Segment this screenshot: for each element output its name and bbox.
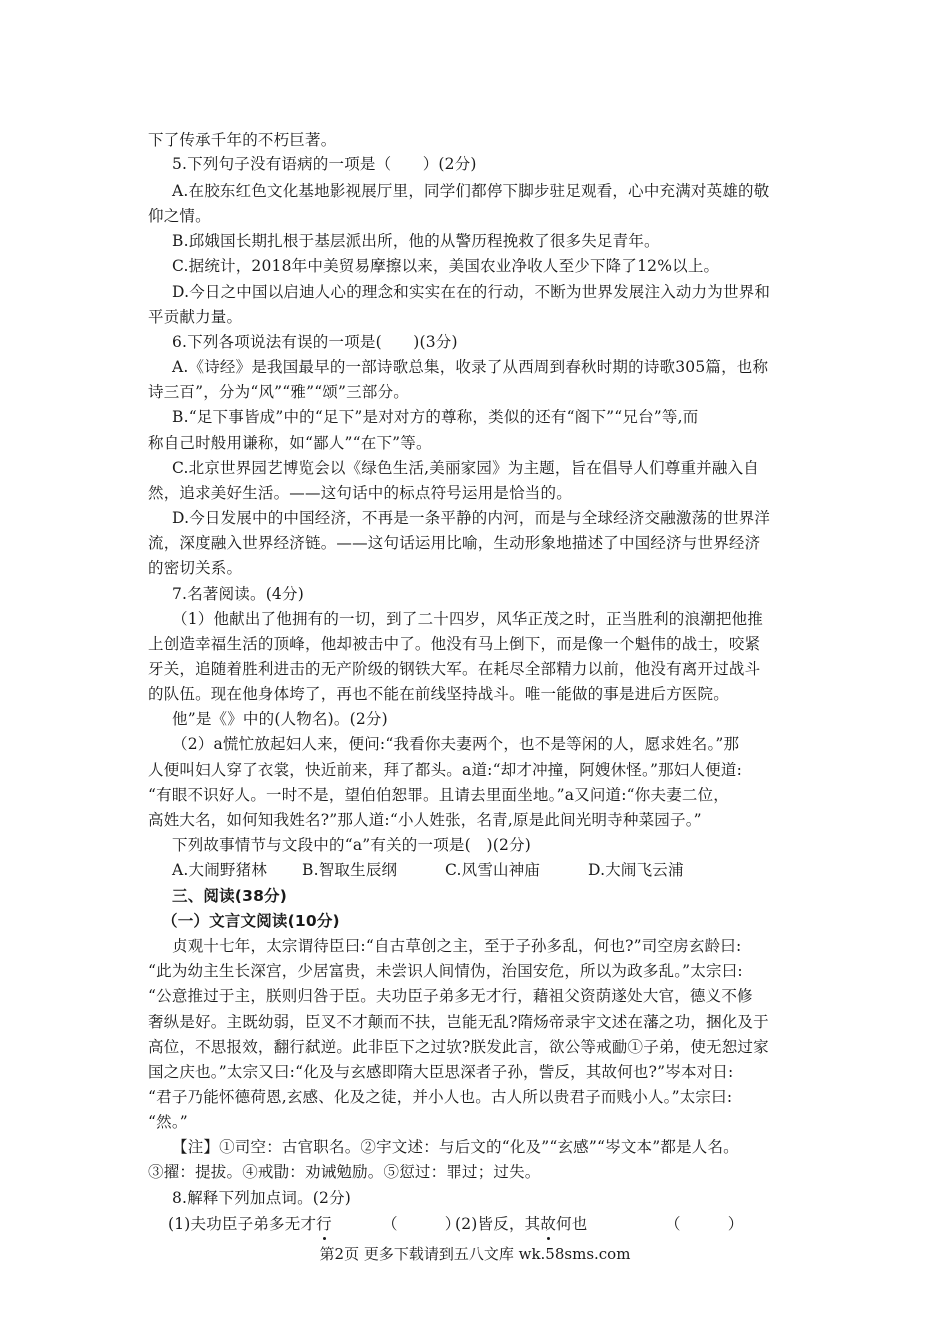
q8-item-1 (168, 1212, 332, 1234)
q8-item-text: (2)皆反，其 (455, 1215, 541, 1233)
passage-7-1: （1）他献出了他拥有的一切，到了二十四岁，风华正茂之时，正当胜利的浪潮把他推 (172, 610, 763, 628)
dotted-character: 故 (540, 1212, 556, 1234)
question-6: 6.下列各项说法有误的一项是( )(3分) (172, 333, 458, 351)
option-5b: B.邱娥国长期扎根于基层派出所，他的从警历程挽救了很多失足青年。 (172, 232, 660, 250)
text-line: 然，追求美好生活。——这句话中的标点符号运用是恰当的。 (148, 484, 572, 502)
question-8: 8.解释下列加点词。(2分) (172, 1189, 352, 1207)
dotted-character: 行 (316, 1212, 332, 1234)
section-heading: 三、阅读(38分) (172, 887, 288, 905)
text-line: 高姓大名，如何知我姓名?”那人道:“小人姓张，名青,原是此间光明寺种菜园子。” (148, 811, 702, 829)
question-7: 7.名著阅读。(4分) (172, 585, 304, 603)
classical-text-line: 国之庆也。”太宗又曰:“化及与玄感即隋大臣思深者子孙，訾反，其故何也?”岑本对日: (148, 1063, 734, 1081)
text-line: “有眼不识好人。一时不是，望伯伯恕罪。且请去里面坐地。”a又问道:“你夫妻二位， (148, 786, 729, 804)
classical-text-line: “然。” (148, 1113, 188, 1131)
text-line: 的密切关系。 (148, 559, 243, 577)
text-line: 的队伍。现在他身体垮了，再也不能在前线坚持战斗。唯一能做的事是进后方医院。 (148, 685, 729, 703)
question-5: 5.下列句子没有语病的一项是（ ）(2分) (172, 155, 477, 173)
text-line: 称自己时般用谦称，如“鄙人”“在下”等。 (148, 434, 432, 452)
option-7b: B.智取生辰纲 (302, 861, 398, 879)
classical-text-line: 奢纵是好。主既幼弱，臣叉不才颠而不扶，岂能无乱?隋炀帝录宇文述在藩之功，捆化及于 (148, 1013, 769, 1031)
option-7d: D.大闹飞云浦 (588, 861, 684, 879)
text-line: 牙关，追随着胜利进击的无产阶级的钢铁大军。在耗尽全部精力以前，他没有离开过战斗 (148, 660, 761, 678)
option-6b: B.“足下事皆成”中的“足下”是对对方的尊称，类似的还有“阁下”“兄台”等,而 (172, 408, 699, 426)
answer-blank: （ ） (382, 1215, 461, 1233)
text-line: 人便叫妇人穿了衣裳，快近前来，拜了都头。a道:“却才冲撞，阿嫂休怪。”那妇人便道: (148, 761, 742, 779)
option-5a: A.在胶东红色文化基地影视展厅里，同学们都停下脚步驻足观看，心中充满对英雄的敬 (172, 182, 770, 200)
text-line: 流，深度融入世界经济链。——这句话运用比喻，生动形象地描述了中国经济与世界经济 (148, 534, 761, 552)
text-line: 仰之情。 (148, 207, 211, 225)
q8-item-text: (1)夫功臣子弟多无才 (168, 1215, 317, 1233)
question-7-1: 他”是《》中的(人物名)。(2分) (172, 710, 388, 728)
annotation-note: 【注】①司空：古官职名。②宇文述：与后文的“化及”“玄感”“岑文本”都是人名。 (172, 1138, 739, 1156)
text-line: 上创造幸福生活的顶峰，他却被击中了。他没有马上倒下，而是像一个魁伟的战士，咬紧 (148, 635, 761, 653)
option-5c: C.据统计，2018年中美贸易摩擦以来，美国农业净收人至少下降了12%以上。 (172, 257, 720, 275)
text-line: 平贡献力量。 (148, 308, 243, 326)
text-line: 诗三百”，分为“风”“雅”“颂”三部分。 (148, 383, 409, 401)
option-6a: A.《诗经》是我国最早的一部诗歌总集，收录了从西周到春秋时期的诗歌305篇，也称 (172, 358, 769, 376)
classical-text-line: 贞观十七年，太宗谓待臣曰:“自古草创之主，至于子孙多乱，何也?”司空房玄龄曰: (172, 937, 742, 955)
classical-text-line: “此为幼主生长深宫，少居富贵，未尝识人间情伪，治国安危，所以为政多乱。”太宗曰: (148, 962, 743, 980)
option-6d: D.今日发展中的中国经济，不再是一条平静的内河，而是与全球经济交融激荡的世界洋 (172, 509, 771, 527)
page-footer: 第2页 更多下载请到五八文库 wk.58sms.com (319, 1245, 631, 1263)
passage-7-2: （2）a慌忙放起妇人来，便问:“我看你夫妻两个，也不是等闲的人，愿求姓名。”那 (172, 735, 740, 753)
classical-text-line: “公意推过于主，朕则归咎于臣。夫功臣子弟多无才行，藉祖父资荫遂处大官，德义不修 (148, 987, 753, 1005)
option-7a: A.大闹野猪林 (172, 861, 268, 879)
answer-blank: （ ） (665, 1215, 744, 1233)
question-7-2: 下列故事情节与文段中的“a”有关的一项是( )(2分) (172, 836, 532, 854)
classical-text-line: 高位，不思报效，翻行弑逆。此非臣下之过欤?朕发此言，欲公等戒勔①子弟，使无恕过家 (148, 1038, 769, 1056)
annotation-note: ③擢：提拔。④戒勖：劝诫勉励。⑤愆过：罪过；过失。 (148, 1163, 541, 1181)
option-7c: C.风雪山神庙 (445, 861, 541, 879)
option-5d: D.今日之中国以启迪人心的理念和实实在在的行动，不断为世界发展注入动力为世界和 (172, 283, 771, 301)
subsection-heading: （一）文言文阅读(10分) (162, 912, 340, 930)
option-6c: C.北京世界园艺博览会以《绿色生活,美丽家园》为主题，旨在倡导人们尊重并融入自 (172, 459, 759, 477)
q8-item-2 (455, 1212, 587, 1234)
q8-item-text: 何也 (556, 1215, 588, 1233)
text-line: 下了传承千年的不朽巨著。 (148, 131, 337, 149)
classical-text-line: “君子乃能怀德荷恩,玄感、化及之徒，并小人也。古人所以贵君子而贱小人。”太宗曰: (148, 1088, 733, 1106)
